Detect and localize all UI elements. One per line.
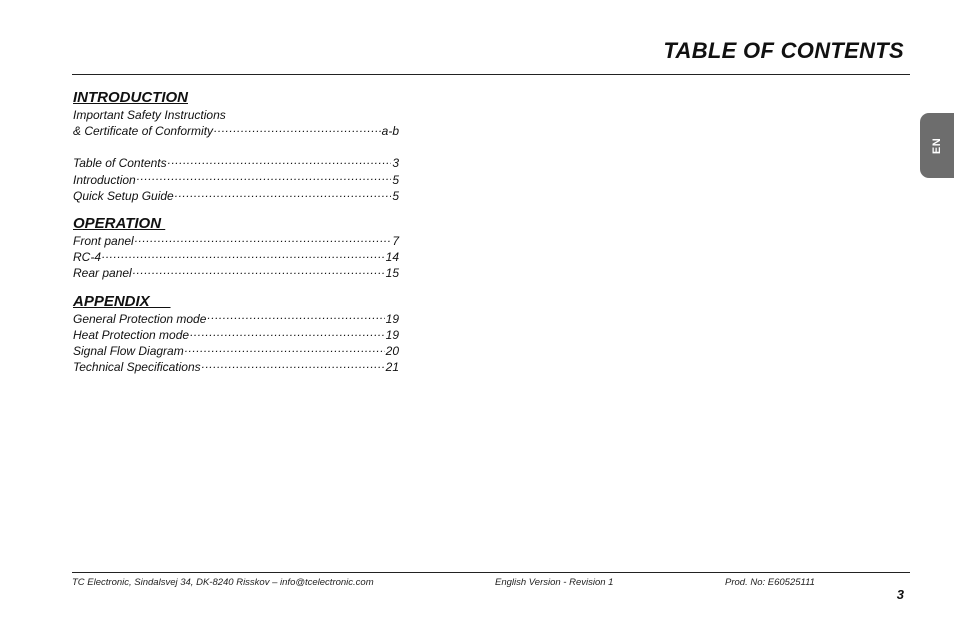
dot-leader [168, 155, 392, 167]
section-heading-operation: OPERATION [73, 215, 166, 233]
dot-leader [185, 343, 385, 355]
top-divider [72, 74, 910, 75]
bottom-divider [72, 572, 910, 573]
toc-entry-rear-panel[interactable] [73, 265, 399, 281]
dot-leader [137, 172, 392, 184]
dot-leader [175, 188, 392, 200]
dot-leader [207, 311, 384, 323]
toc-entry-front-panel[interactable] [73, 233, 399, 249]
language-tab-label: EN [931, 137, 943, 154]
toc-entry-table-of-contents[interactable] [73, 155, 399, 171]
toc-entry-page: 3 [392, 156, 399, 171]
spacer [73, 139, 399, 155]
toc-entry-page: 19 [385, 311, 399, 326]
toc-entry-page: 5 [392, 188, 399, 203]
section-gap [73, 282, 399, 293]
toc-entry-certificate[interactable] [73, 123, 399, 139]
section-heading-appendix: APPENDIX [73, 292, 171, 310]
toc-entry-general-protection-mode[interactable] [73, 311, 399, 327]
toc-entry-label: Technical Specifications [73, 360, 201, 375]
toc-entry-signal-flow-diagram[interactable] [73, 343, 399, 359]
toc-entry-label: Introduction [73, 172, 136, 187]
toc-entry-page: 20 [385, 344, 399, 359]
toc-entry-page: 19 [385, 327, 399, 342]
toc-entry-heat-protection-mode[interactable] [73, 327, 399, 343]
footer-address: TC Electronic, Sindalsvej 34, DK-8240 Risskov – info@tcelectronic.com [72, 577, 374, 588]
toc-entry-label: Table of Contents [73, 156, 167, 171]
toc-entry-label: RC-4 [73, 250, 102, 265]
toc-entry-label: Heat Protection mode [73, 327, 190, 342]
footer-product-number: Prod. No: E60525111 [725, 577, 815, 588]
toc-entry-rc-4[interactable] [73, 249, 399, 265]
dot-leader [102, 249, 385, 261]
section-gap [73, 204, 399, 215]
toc-entry-introduction[interactable] [73, 172, 399, 188]
toc-entry-safety-instructions[interactable] [73, 107, 399, 123]
language-tab [920, 113, 954, 178]
dot-leader [214, 123, 381, 135]
page-number: 3 [896, 587, 904, 602]
toc-entry-label: Front panel [73, 234, 134, 249]
table-of-contents [73, 89, 399, 375]
toc-entry-label: & Certificate of Conformity [73, 124, 214, 139]
section-heading-introduction: INTRODUCTION [73, 89, 188, 106]
toc-entry-label: General Protection mode [73, 311, 207, 326]
toc-entry-label: Quick Setup Guide [73, 188, 174, 203]
toc-entry-page: 7 [392, 234, 399, 249]
page-title: TABLE OF CONTENTS [663, 38, 904, 63]
toc-entry-label: Rear panel [73, 266, 132, 281]
toc-entry-page: 21 [385, 360, 399, 375]
toc-entry-page: 15 [385, 266, 399, 281]
dot-leader [133, 265, 385, 277]
toc-entry-page: 5 [392, 172, 399, 187]
toc-entry-page: 14 [385, 250, 399, 265]
dot-leader [190, 327, 385, 339]
toc-entry-quick-setup-guide[interactable] [73, 188, 399, 204]
dot-leader [202, 359, 385, 371]
toc-entry-label: Important Safety Instructions [73, 108, 226, 122]
toc-entry-page: a-b [381, 124, 399, 139]
dot-leader [135, 233, 392, 245]
toc-entry-label: Signal Flow Diagram [73, 344, 184, 359]
footer-version: English Version - Revision 1 [495, 577, 614, 588]
toc-entry-technical-specifications[interactable] [73, 359, 399, 375]
